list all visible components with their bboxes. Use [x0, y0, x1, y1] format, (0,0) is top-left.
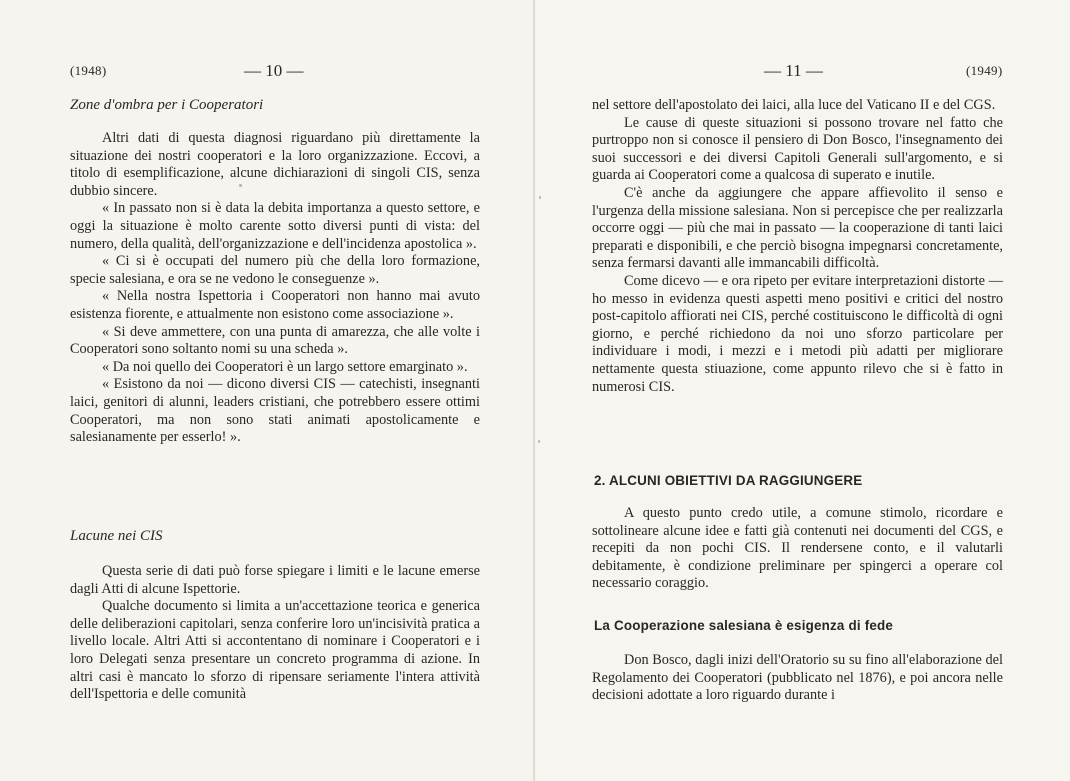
paragraph: Don Bosco, dagli inizi dell'Oratorio su su fino all'elaborazione del Regolamento dei Cooperatori (pubblicato nel 1876), e poi ancora nelle decisioni adottate a loro riguardo durante i	[592, 652, 1003, 704]
left-column-1	[70, 130, 480, 447]
right-page-number: — 11 —	[764, 61, 823, 80]
paper-speck	[239, 184, 242, 187]
quote-paragraph: « Esistono da noi — dicono diversi CIS — catechisti, insegnanti laici, genitori di alunni, leaders cristiani, che potrebbero essere ottimi Cooperatori, ma non sono stati animati apostolicamente e salesianamente per esserlo! ».	[70, 376, 480, 446]
quote-paragraph: « Ci si è occupati del numero più che della loro formazione, specie salesiana, e ora se ne vedono le conseguenze ».	[70, 253, 480, 287]
paragraph: Come dicevo — e ora ripeto per evitare interpretazioni distorte — ho messo in evidenza questi aspetti meno positivi e critici del nostro post-capitolo affiorati nei CIS, perché costituiscono le difficoltà di ogni giorno, e perché richiedono da noi uno sforzo particolare per individuare i modi, i mezzi e i metodi più adatti per migliorare nettamente questa stiuazione, come appunto rilevo che si è fatto in numerosi CIS.	[592, 272, 1003, 395]
paragraph: Questa serie di dati può forse spiegare i limiti e le lacune emerse dagli Atti di alcune Ispettorie.	[70, 563, 480, 597]
paper-speck	[538, 440, 540, 443]
paragraph: Qualche documento si limita a un'accettazione teorica e generica delle deliberazioni capitolari, senza conferire loro un'incisività pratica a livello locale. Altri Atti si accontentano di nominare i Cooperatori e i loro Delegati senza presentare un concreto programma di azione. In altri casi è mancato lo sforzo di ripensare seriamente l'intera attività dell'Ispettoria e delle comunità	[70, 598, 480, 703]
quote-paragraph: « Si deve ammettere, con una punta di amarezza, che alle volte i Cooperatori sono soltanto nomi su una scheda ».	[70, 323, 480, 358]
quote-paragraph: « Nella nostra Ispettoria i Cooperatori non hanno mai avuto esistenza fiorente, e attualmente non esistono come associazione ».	[70, 288, 480, 322]
section-heading-obiettivi: 2. ALCUNI OBIETTIVI DA RAGGIUNGERE	[594, 473, 863, 488]
right-column-2	[592, 505, 1003, 593]
paragraph: Le cause di queste situazioni si possono trovare nel fatto che purtroppo non si conosce il pensiero di Don Bosco, l'insegnamento dei suoi successori e dei diversi Capitoli Generali sull'argomento, e si guarda ai Cooperatori come a qualcosa di superato e inutile.	[592, 114, 1003, 184]
section-title-lacune: Lacune nei CIS	[70, 528, 163, 544]
section-title-zone-ombra: Zone d'ombra per i Cooperatori	[70, 97, 264, 113]
right-column-3	[592, 652, 1003, 705]
quote-paragraph: « In passato non si è data la debita importanza a questo settore, e oggi la situazione è molto carente sotto diversi punti di vista: del numero, della qualità, dell'organizzazione e dell'incidenza apostolica ».	[70, 200, 480, 252]
paragraph: A questo punto credo utile, a comune stimolo, ricordare e sottolineare alcune idee e fatti già contenuti nei documenti del CGS, e recepiti da non pochi CIS. Il rendersene conto, e il valutarli debitamente, è condizione preliminare per spingerci a operare col necessario coraggio.	[592, 505, 1003, 592]
quote-paragraph: « Da noi quello dei Cooperatori è un largo settore emarginato ».	[102, 358, 468, 375]
left-year: (1948)	[70, 63, 107, 78]
left-column-2	[70, 563, 480, 704]
paragraph: Altri dati di questa diagnosi riguardano più direttamente la situazione dei nostri cooperatori e la loro organizzazione. Eccovi, a titolo di esemplificazione, alcune dichiarazioni di singoli CIS, senza dubbio sincere.	[70, 130, 480, 199]
right-year: (1949)	[966, 63, 1003, 78]
right-page	[535, 0, 1070, 781]
paragraph: nel settore dell'apostolato dei laici, alla luce del Vaticano II e del CGS.	[592, 97, 996, 113]
right-column-1	[592, 97, 1003, 396]
paper-speck	[539, 196, 541, 199]
left-page-number: — 10 —	[244, 61, 304, 80]
subheading-cooperazione: La Cooperazione salesiana è esigenza di fede	[594, 618, 894, 633]
paragraph: C'è anche da aggiungere che appare affievolito il senso e l'urgenza della missione salesiana. Non si percepisce che per realizzarla occorre oggi — più che mai in passato — la cooperazione di tanti laici preparati e disponibili, e che perciò bisogna impegnarsi concretamente, senza fermarsi davanti alle immancabili difficoltà.	[592, 184, 1003, 272]
